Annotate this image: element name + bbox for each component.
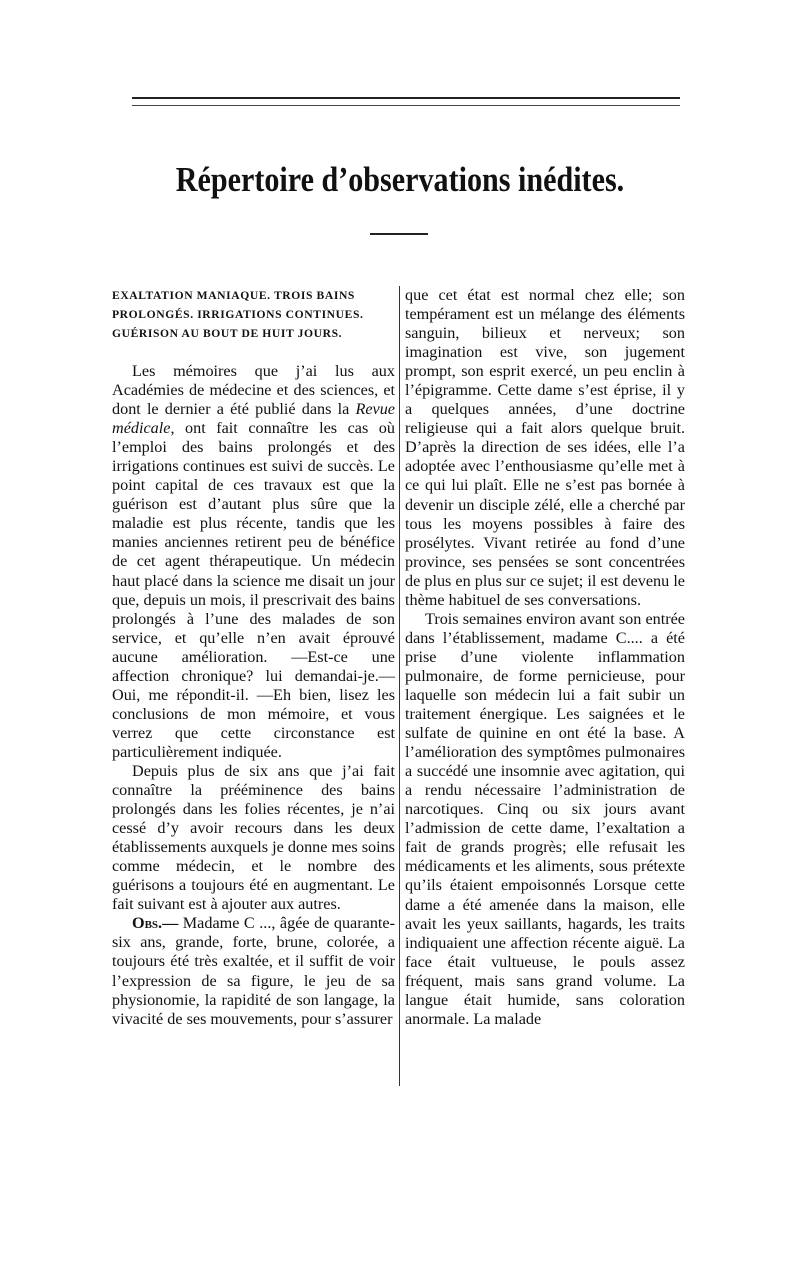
paragraph-3	[112, 914, 395, 1028]
paragraph-2: Depuis plus de six ans que j’ai fait connaître la prééminence des bains prolongés dans les folies récentes, je n’ai cessé d’y avoir recours dans les deux établissements auxquels je donne mes soins comme médecin, et le nombre des guérisons a toujours été en augmentant. Le fait suivant est à ajouter aux autres.	[112, 761, 395, 914]
heading-line-2: PROLONGÉS. IRRIGATIONS CONTINUES.	[112, 308, 364, 321]
page-title: Répertoire d’observations inédites.	[175, 160, 625, 199]
paragraph-4: que cet état est normal chez elle; son tempérament est un mélange des éléments sanguin, bilieux et nerveux; son imagination est vive, son jugement prompt, son esprit exercé, un peu enclin à l’épigramme. Cette dame s’est éprise, il y a quelques années, d’une doctrine religieuse qui a fait alors quelque bruit. D’après la direction de ses idées, elle l’a adoptée avec l’enthousiasme qu’elle met à ce qui lui plaît. Elle ne s’est pas bornée à devenir un disciple zélé, elle a cherché par tous les moyens possibles à faire des prosélytes. Vivant retirée au fond d’une province, ses pensées se sont concentrées de plus en plus sur ce sujet; il est devenu le thème habituel de ses conversations.	[405, 286, 685, 609]
journal-title: Revue médicale	[112, 400, 395, 438]
column-divider	[399, 286, 400, 1086]
heading-line-3: GUÉRISON AU BOUT DE HUIT JOURS.	[112, 327, 343, 340]
right-column	[405, 286, 685, 1029]
paragraph-5: Trois semaines environ avant son entrée dans l’établissement, madame C.... a été prise d’une violente inflammation pulmonaire, de forme pernicieuse, pour laquelle son médecin lui a fait subir un traitement énergique. Les saignées et le sulfate de quinine en ont été la base. A l’amélioration des symptômes pulmonaires a succédé une insomnie avec agitation, qui a rendu nécessaire l’administration de narcotiques. Cinq ou six jours avant l’admission de cette dame, l’exaltation a fait de grands progrès; elle refusait les médicaments et les aliments, sous prétexte qu’ils étaient empoisonnés Lorsque cette dame a été amenée dans la maison, elle avait les yeux saillants, hagards, les traits indiquaient une affection récente aiguë. La face était vultueuse, le pouls assez fréquent, mais sans grand volume. La langue était humide, sans coloration anormale. La malade	[405, 609, 685, 1028]
article-heading	[112, 286, 395, 343]
observation-text: Madame C ..., âgée de quarante-six ans, grande, forte, brune, colorée, a toujours été très exaltée, et il suffit de voir l’expression de sa figure, le jeu de sa physionomie, la rapidité de son langage, la vivacité de ses mouvements, pour s’assurer	[112, 914, 395, 1028]
paragraph-1-start: Les mémoires que j’ai lus aux Académies de médecine et des sciences, et dont le dernier a été publié dans la	[112, 362, 395, 419]
paragraph-1-end: , ont fait connaître les cas où l’emploi des bains prolongés et des irrigations continues est suivi de succès. Le point capital de ces travaux est que la guérison est d’autant plus sûre que la maladie est plus récente, tandis que les manies anciennes retirent peu de bénéfice de cet agent thérapeutique. Un médecin haut placé dans la science me disait un jour que, depuis un mois, il prescrivait des bains prolongés à l’une des malades de son service, et qu’elle n’en avait éprouvé aucune amélioration. —Est-ce une affection chronique? lui demandai-je.— Oui, me répondit-il. —Eh bien, lisez les conclusions de mon mémoire, et vous verrez que cette circonstance est particulièrement indiquée.	[112, 419, 395, 761]
top-rule	[132, 97, 680, 106]
title-separator	[370, 233, 428, 235]
heading-line-1: EXALTATION MANIAQUE. TROIS BAINS	[112, 289, 355, 302]
observation-label: Obs.—	[132, 914, 179, 933]
left-column	[112, 286, 395, 1029]
paragraph-1	[112, 362, 395, 762]
